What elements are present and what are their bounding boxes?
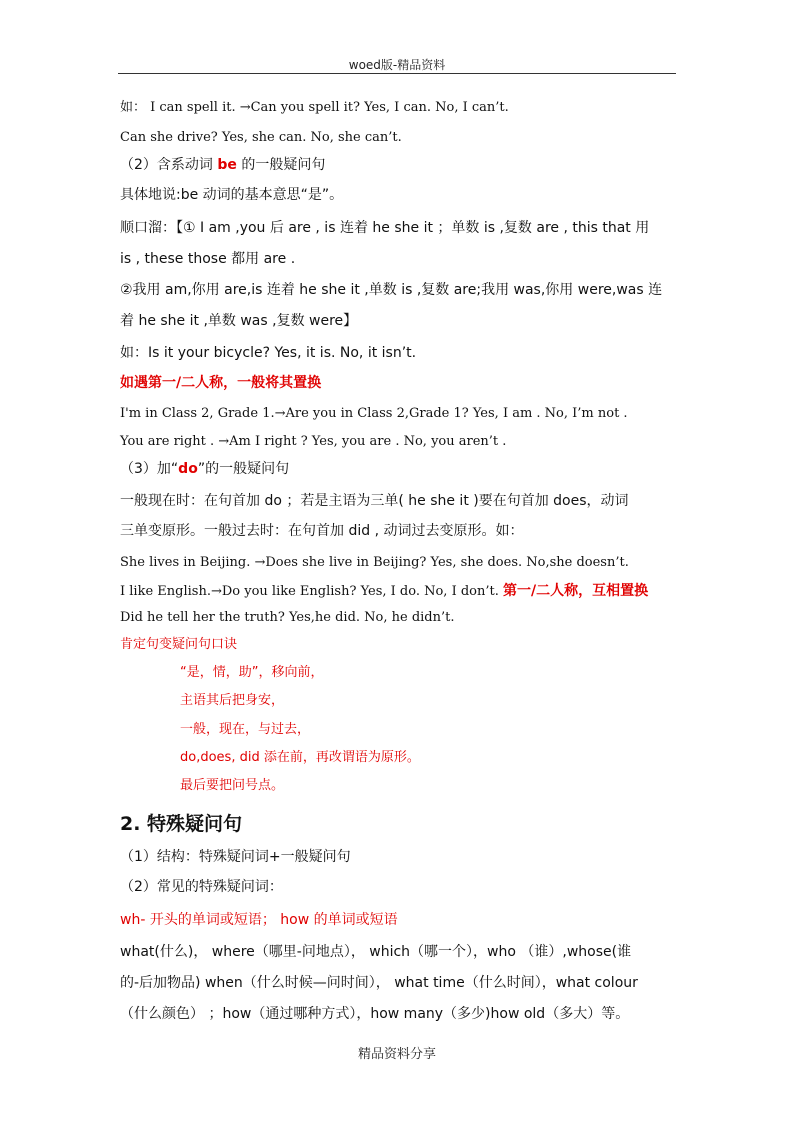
- text-line: （2）常见的特殊疑问词：: [120, 879, 283, 895]
- note-red-inline: 第一/二人称，互相置换: [503, 583, 649, 599]
- mnemonic-line: “是，情，助”，移向前，: [180, 665, 324, 680]
- note-red: 如遇第一/二人称，一般将其置换: [120, 375, 322, 391]
- subheading-do: [120, 460, 289, 478]
- text-line: ②我用 am,你用 are,is 连着 he she it ,单数 is ,复数 are;我用 was,你用 were,was 连: [120, 282, 663, 298]
- subheading-prefix: （2）含系动词: [120, 157, 218, 173]
- text-line: 一般现在时：在句首加 do ；若是主语为三单( he she it )要在句首加 does，动词: [120, 493, 629, 509]
- mnemonic-line: 主语其后把身安，: [180, 693, 285, 708]
- text-line: 的-后加物品) when（什么时候—问时间）， what time（什么时间），what colour: [120, 975, 638, 991]
- text-line: Did he tell her the truth? Yes,he did. No, he didn’t.: [120, 610, 455, 625]
- text-line: I'm in Class 2, Grade 1.→Are you in Class 2,Grade 1? Yes, I am . No, I’m not .: [120, 406, 628, 421]
- text-line: You are right . →Am I right ? Yes, you are . No, you aren’t .: [120, 434, 507, 449]
- subheading-be: [120, 156, 325, 174]
- text-line: what(什么)， where（哪里-问地点）， which（哪一个），who （谁）,whose(谁: [120, 944, 632, 960]
- keyword-do: do: [178, 461, 198, 477]
- mnemonic-line: do,does, did 添在前，再改谓语为原形。: [180, 750, 420, 765]
- text-line: 具体地说:be 动词的基本意思“是”。: [120, 187, 344, 203]
- text-line: She lives in Beijing. →Does she live in Beijing? Yes, she does. No,she doesn’t.: [120, 555, 629, 570]
- section-heading: 2. 特殊疑问句: [120, 813, 243, 835]
- text-line: 三单变原形。一般过去时：在句首加 did , 动词过去变原形。如：: [120, 523, 524, 539]
- text-line: 如：Is it your bicycle? Yes, it is. No, it isn’t.: [120, 345, 417, 361]
- keyword-be: be: [217, 157, 237, 173]
- text-line: （1）结构：特殊疑问词+一般疑问句: [120, 849, 351, 865]
- mnemonic-title: 肯定句变疑问句口诀: [120, 637, 238, 652]
- text-line: [120, 582, 648, 601]
- text-line: （什么颜色） ；how（通过哪种方式），how many（多少)how old（多大）等。: [120, 1006, 630, 1022]
- text-line: 顺口溜：【① I am ,you 后 are , is 连着 he she it ；单数 is ,复数 are , this that 用: [120, 220, 650, 236]
- mnemonic-line: 最后要把问号点。: [180, 778, 285, 793]
- note-red: wh- 开头的单词或短语； how 的单词或短语: [120, 912, 398, 928]
- page-footer: 精品资料分享: [357, 1047, 436, 1062]
- header-rule: [118, 73, 676, 74]
- subheading-suffix: ”的一般疑问句: [197, 461, 290, 477]
- subheading-suffix: 的一般疑问句: [236, 157, 326, 173]
- text-line: Can she drive? Yes, she can. No, she can’t.: [120, 130, 402, 145]
- subheading-prefix: （3）加“: [120, 461, 179, 477]
- text-line: 如： I can spell it. →Can you spell it? Yes, I can. No, I can’t.: [120, 100, 509, 115]
- page-header: woed版-精品资料: [348, 58, 446, 72]
- text-line: is , these those 都用 are .: [120, 251, 296, 267]
- mnemonic-line: 一般，现在，与过去，: [180, 722, 311, 737]
- text-line: 着 he she it ,单数 was ,复数 were】: [120, 313, 358, 329]
- example-text: I like English.→Do you like English? Yes, I do. No, I don’t.: [120, 584, 503, 599]
